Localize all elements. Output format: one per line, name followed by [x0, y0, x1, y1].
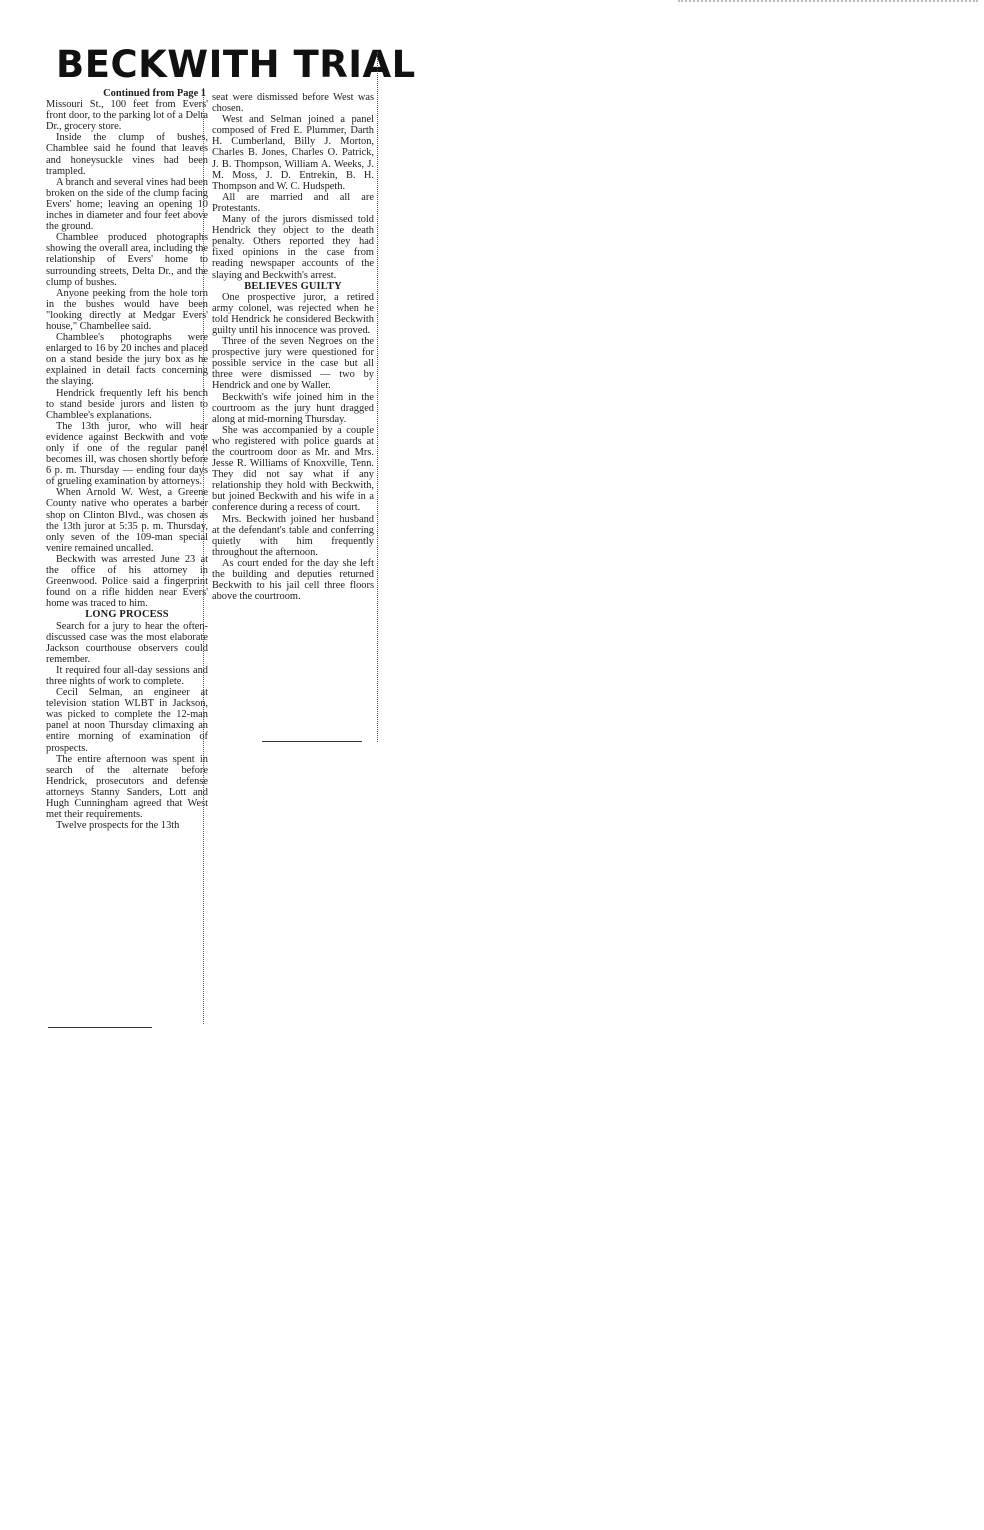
continued-note: Continued from Page 1 [103, 88, 206, 99]
paragraph: West and Selman joined a panel composed of Fred E. Plummer, Darth H. Cumberland, Billy J. Morton, Charles B. Jones, Charles O. Patrick, J. B. Thompson, William A. Weeks, J. M. Moss, J. D. Entrekin, B. H. Thompson and W. C. Hudspeth. [212, 114, 374, 192]
paragraph: Chamblee's photographs were enlarged to 16 by 20 inches and placed on a stand beside the jury box as he explained in detail facts concerning the slaying. [46, 332, 208, 388]
paragraph: The entire afternoon was spent in search of the alternate before Hendrick, prosecutors and defense attorneys Stanny Sanders, Lott and Hugh Cunningham agreed that West met their requirements. [46, 753, 208, 821]
newspaper-clipping [40, 43, 416, 86]
paragraph: Inside the clump of bushes, Chamblee said he found that leaves and honeysuckle vines had been trampled. [46, 132, 208, 177]
paragraph: Three of the seven Negroes on the prospective jury were questioned for possible service in the case but all three were dismissed — two by Hendrick and one by Waller. [212, 336, 374, 392]
headline: BECKWITH TRIAL [56, 43, 416, 86]
paragraph: Mrs. Beckwith joined her husband at the defendant's table and conferring quietly with him frequently throughout the afternoon. [212, 513, 374, 558]
paragraph: Missouri St., 100 feet from Evers' front door, to the parking lot of a Delta Dr., grocery store. [46, 99, 208, 133]
paragraph: Anyone peeking from the hole torn in the bushes would have been "looking directly at Medgar Evers' house," Chambellee said. [46, 287, 208, 332]
paragraph: Cecil Selman, an engineer at television station WLBT in Jackson, was picked to complete the 12-man panel at noon Thursday climaxing an entire morning of examination of prospects. [46, 687, 208, 754]
paragraph: Beckwith was arrested June 23 at the office of his attorney in Greenwood. Police said a fingerprint found on a rifle hidden near Evers' home was traced to him. [46, 553, 208, 610]
paragraph: As court ended for the day she left the building and deputies returned Beckwith to his jail cell three floors above the courtroom. [212, 557, 374, 603]
paragraph: The 13th juror, who will hear evidence against Beckwith and vote only if one of the regular panel becomes ill, was chosen shortly before 6 p. m. Thursday — ending four days of grueling examination by attorneys. [46, 420, 208, 488]
subhead-believes-guilty: BELIEVES GUILTY [244, 280, 342, 292]
article-column-right [212, 92, 374, 602]
column-divider-right [377, 52, 378, 742]
paragraph: Many of the jurors dismissed told Hendrick they object to the death penalty. Others reported they had fixed opinions in the case from reading newspaper accounts of the slaying and Beckwith's arrest. [212, 214, 374, 281]
paragraph: Twelve prospects for the 13th [56, 820, 180, 832]
column-end-rule-left [48, 1027, 152, 1028]
subhead-long-process: LONG PROCESS [85, 609, 169, 621]
paragraph: Hendrick frequently left his bench to stand beside jurors and listen to Chamblee's explanations. [46, 387, 208, 421]
paragraph: Beckwith's wife joined him in the courtroom as the jury hunt dragged along at mid-morning Thursday. [212, 391, 374, 425]
paragraph: One prospective juror, a retired army colonel, was rejected when he told Hendrick he considered Beckwith guilty until his innocence was proved. [212, 291, 374, 336]
top-dotted-border [678, 0, 978, 2]
paragraph: Chamblee produced photographs showing the overall area, including the relationship of Evers' home to surrounding streets, Delta Dr., and the clump of bushes. [46, 232, 208, 288]
paragraph: A branch and several vines had been broken on the side of the clump facing Evers' home; leaving an opening 10 inches in diameter and four feet above the ground. [46, 176, 208, 233]
article-column-left [46, 88, 208, 831]
paragraph: It required four all-day sessions and three nights of work to complete. [46, 664, 208, 687]
paragraph: Search for a jury to hear the often-discussed case was the most elaborate Jackson courthouse observers could remember. [46, 620, 208, 665]
paragraph: seat were dismissed before West was chosen. [212, 92, 374, 115]
column-end-rule-right [262, 741, 362, 742]
paragraph: She was accompanied by a couple who registered with police guards at the courtroom door as Mr. and Mrs. Jesse R. Williams of Knoxville, Tenn. They did not say what if any relationship they hold with Beckwith, but joined Beckwith and his wife in a conference during a recess of court. [212, 424, 374, 514]
paragraph: All are married and all are Protestants. [212, 191, 374, 214]
paragraph: When Arnold W. West, a Greene County native who operates a barber shop on Clinton Blvd., was chosen as the 13th juror at 5:35 p. m. Thursday, only seven of the 109-man special venire remained uncalled. [46, 487, 208, 554]
